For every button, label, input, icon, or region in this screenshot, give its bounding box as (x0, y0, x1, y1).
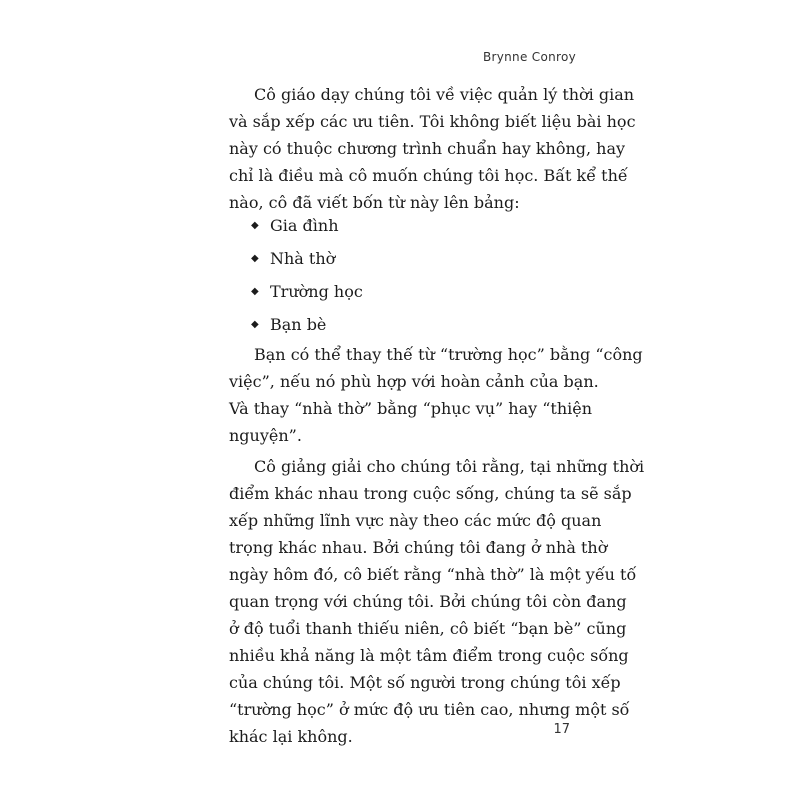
paragraph-1 (229, 81, 636, 216)
paragraph-line: Cô giảng giải cho chúng tôi rằng, tại những thời (254, 457, 645, 476)
paragraph-line: xếp những lĩnh vực này theo các mức độ quan (229, 511, 602, 530)
list-item (229, 212, 579, 245)
paragraph-line: của chúng tôi. Một số người trong chúng tôi xếp (229, 673, 621, 692)
list-item-label: Trường học (270, 282, 363, 301)
bullet-list (229, 212, 579, 344)
paragraph-line: việc”, nếu nó phù hợp với hoàn cảnh của bạn. (229, 372, 599, 391)
paragraph-3 (229, 453, 645, 750)
paragraph-line: chỉ là điều mà cô muốn chúng tôi học. Bất kể thế (229, 166, 628, 185)
paragraph-line: nhiều khả năng là một tâm điểm trong cuộc sống (229, 646, 629, 665)
list-item-label: Gia đình (270, 216, 339, 235)
paragraph-line: “trường học” ở mức độ ưu tiên cao, nhưng một số (229, 700, 630, 719)
paragraph-line: ở độ tuổi thanh thiếu niên, cô biết “bạn bè” cũng (229, 619, 627, 638)
paragraph-line: nguyện”. (229, 426, 302, 445)
paragraph-line: điểm khác nhau trong cuộc sống, chúng ta sẽ sắp (229, 484, 632, 503)
diamond-bullet-icon: ◆ (251, 286, 259, 297)
diamond-bullet-icon: ◆ (251, 220, 259, 231)
paragraph-line: Bạn có thể thay thế từ “trường học” bằng “công (254, 345, 643, 364)
paragraph-2 (229, 341, 643, 449)
paragraph-line: và sắp xếp các ưu tiên. Tôi không biết liệu bài học (229, 112, 636, 131)
list-item (229, 311, 579, 344)
paragraph-line: trọng khác nhau. Bởi chúng tôi đang ở nhà thờ (229, 538, 608, 557)
page-number: 17 (553, 722, 570, 737)
paragraph-line: Và thay “nhà thờ” bằng “phục vụ” hay “thiện (229, 399, 593, 418)
list-item (229, 278, 579, 311)
diamond-bullet-icon: ◆ (251, 253, 259, 264)
paragraph-line: nào, cô đã viết bốn từ này lên bảng: (229, 193, 520, 212)
list-item-label: Nhà thờ (270, 249, 336, 268)
paragraph-line: quan trọng với chúng tôi. Bởi chúng tôi còn đang (229, 592, 627, 611)
paragraph-line: ngày hôm đó, cô biết rằng “nhà thờ” là một yếu tố (229, 565, 637, 584)
diamond-bullet-icon: ◆ (251, 319, 259, 330)
paragraph-line: này có thuộc chương trình chuẩn hay không, hay (229, 139, 626, 158)
paragraph-line: khác lại không. (229, 727, 353, 746)
list-item-label: Bạn bè (270, 315, 327, 334)
list-item (229, 245, 579, 278)
paragraph-line: Cô giáo dạy chúng tôi về việc quản lý thời gian (254, 85, 635, 104)
running-header-author: Brynne Conroy (482, 50, 576, 64)
